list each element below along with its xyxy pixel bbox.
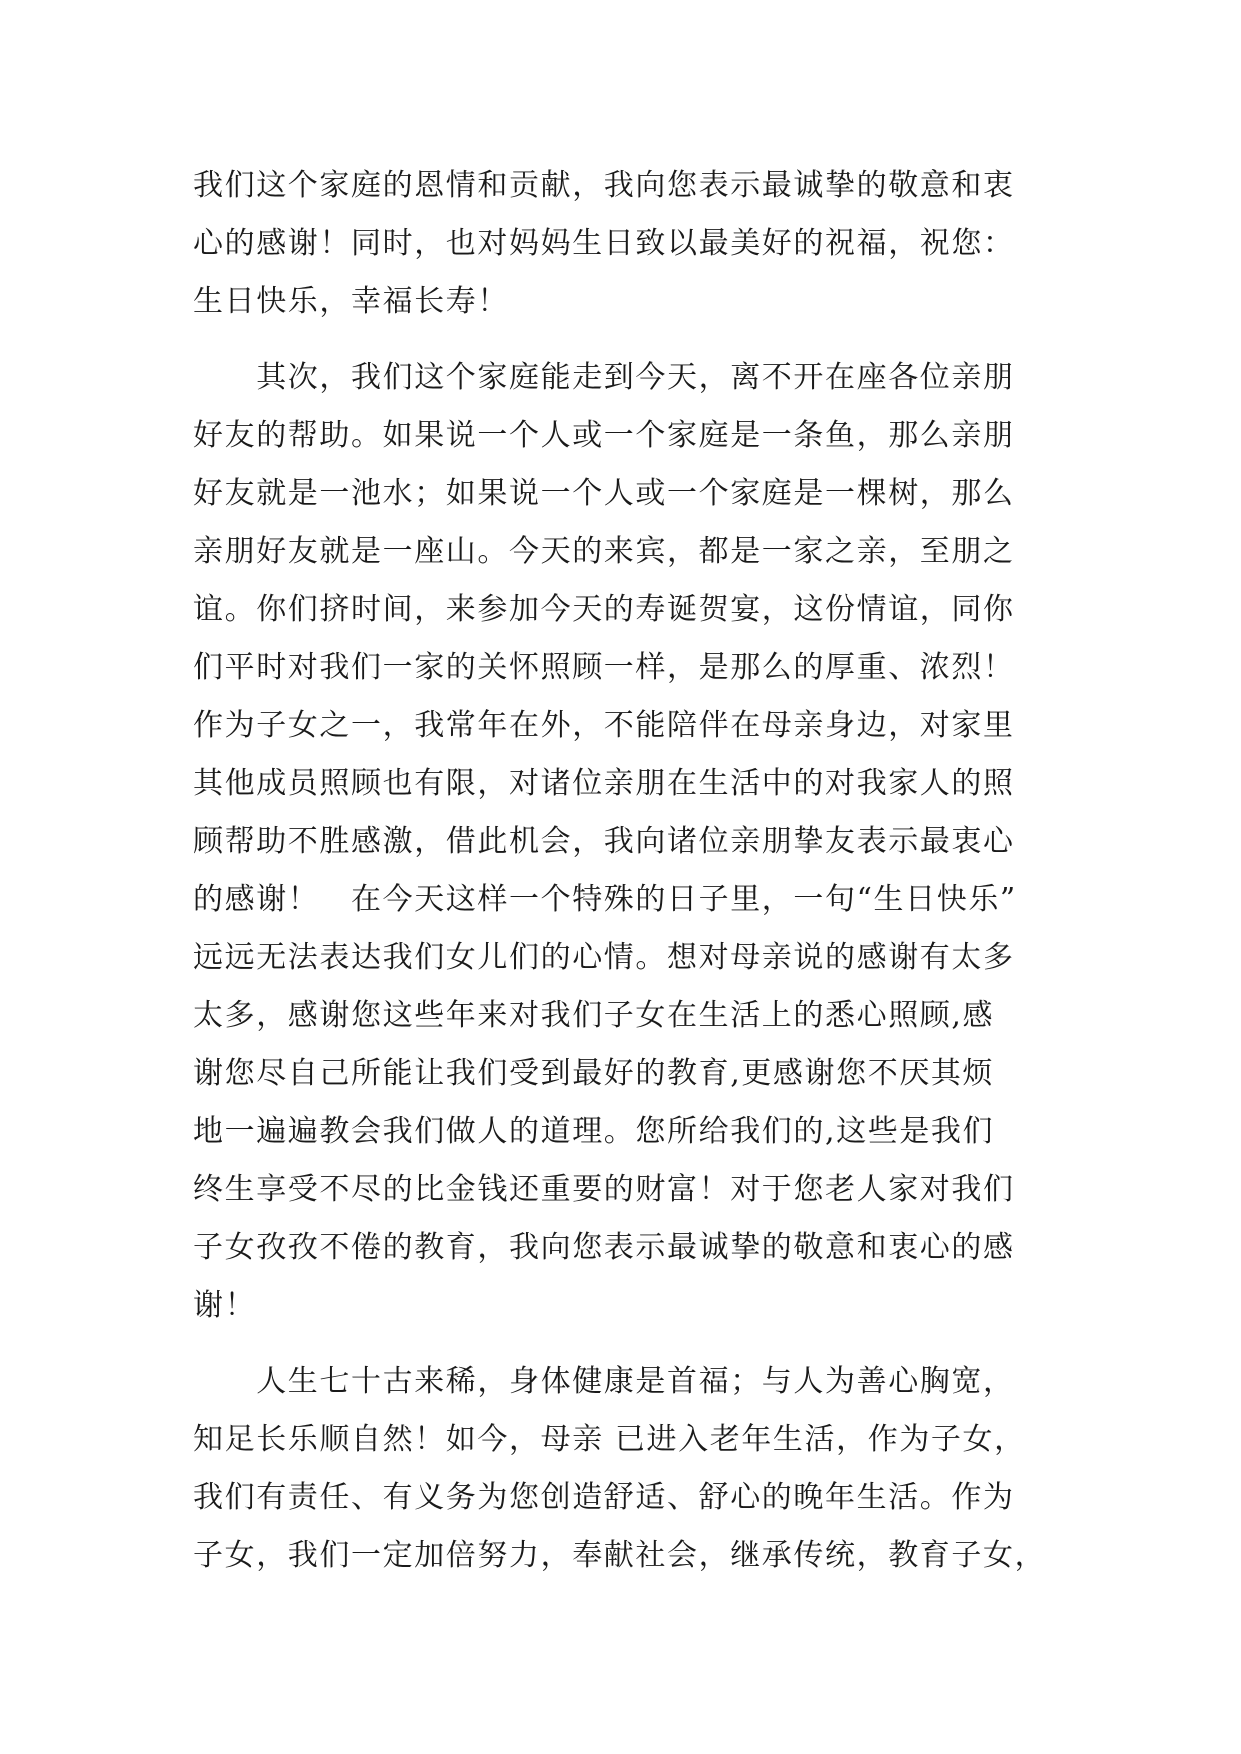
paragraph-thanks-closing [193, 157, 1063, 331]
text-line: 顾帮助不胜感激，借此机会，我向诸位亲朋挚友表示最衷心 [193, 824, 1015, 859]
text-line: 谢！ [193, 1288, 257, 1323]
paragraph-spacer [193, 1335, 1063, 1353]
body-text [193, 157, 1063, 1585]
text-line: 远远无法表达我们女儿们的心情。想对母亲说的感谢有太多 [193, 940, 1015, 975]
text-line: 作为子女之一，我常年在外，不能陪伴在母亲身边，对家里 [193, 708, 1015, 743]
paragraph-thanks-friends [193, 349, 1063, 1335]
text-line: 终生享受不尽的比金钱还重要的财富！对于您老人家对我们 [193, 1172, 1015, 1207]
text-line: 们平时对我们一家的关怀照顾一样，是那么的厚重、浓烈！ [193, 650, 1015, 685]
text-line: 我们这个家庭的恩情和贡献，我向您表示最诚挚的敬意和衷 [193, 168, 1015, 203]
text-line: 谊。你们挤时间，来参加今天的寿诞贺宴，这份情谊，同你 [193, 592, 1015, 627]
text-line: 亲朋好友就是一座山。今天的来宾，都是一家之亲，至朋之 [193, 534, 1015, 569]
text-line: 我们有责任、有义务为您创造舒适、舒心的晚年生活。作为 [193, 1480, 1015, 1515]
text-line: 生日快乐，幸福长寿！ [193, 284, 509, 319]
paragraph-blessing [193, 1353, 1063, 1585]
text-line: 知足长乐顺自然！如今，母亲 已进入老年生活，作为子女， [193, 1422, 1026, 1457]
text-line: 子女，我们一定加倍努力，奉献社会，继承传统，教育子女， [193, 1538, 1047, 1573]
paragraph-spacer [193, 331, 1063, 349]
text-line: 的感谢！ 在今天这样一个特殊的日子里，一句“生日快乐” [193, 882, 1017, 917]
text-line: 心的感谢！同时，也对妈妈生日致以最美好的祝福，祝您： [193, 226, 1015, 261]
text-line: 地一遍遍教会我们做人的道理。您所给我们的,这些是我们 [193, 1114, 995, 1149]
text-line: 太多，感谢您这些年来对我们子女在生活上的悉心照顾,感 [193, 998, 995, 1033]
text-line: 好友的帮助。如果说一个人或一个家庭是一条鱼，那么亲朋 [193, 418, 1015, 453]
text-line: 人生七十古来稀，身体健康是首福；与人为善心胸宽， [193, 1364, 1015, 1399]
text-line: 子女孜孜不倦的教育，我向您表示最诚挚的敬意和衷心的感 [193, 1230, 1015, 1265]
text-line: 其次，我们这个家庭能走到今天，离不开在座各位亲朋 [193, 360, 1015, 395]
text-line: 谢您尽自己所能让我们受到最好的教育,更感谢您不厌其烦 [193, 1056, 995, 1091]
text-line: 其他成员照顾也有限，对诸位亲朋在生活中的对我家人的照 [193, 766, 1015, 801]
text-line: 好友就是一池水；如果说一个人或一个家庭是一棵树，那么 [193, 476, 1015, 511]
